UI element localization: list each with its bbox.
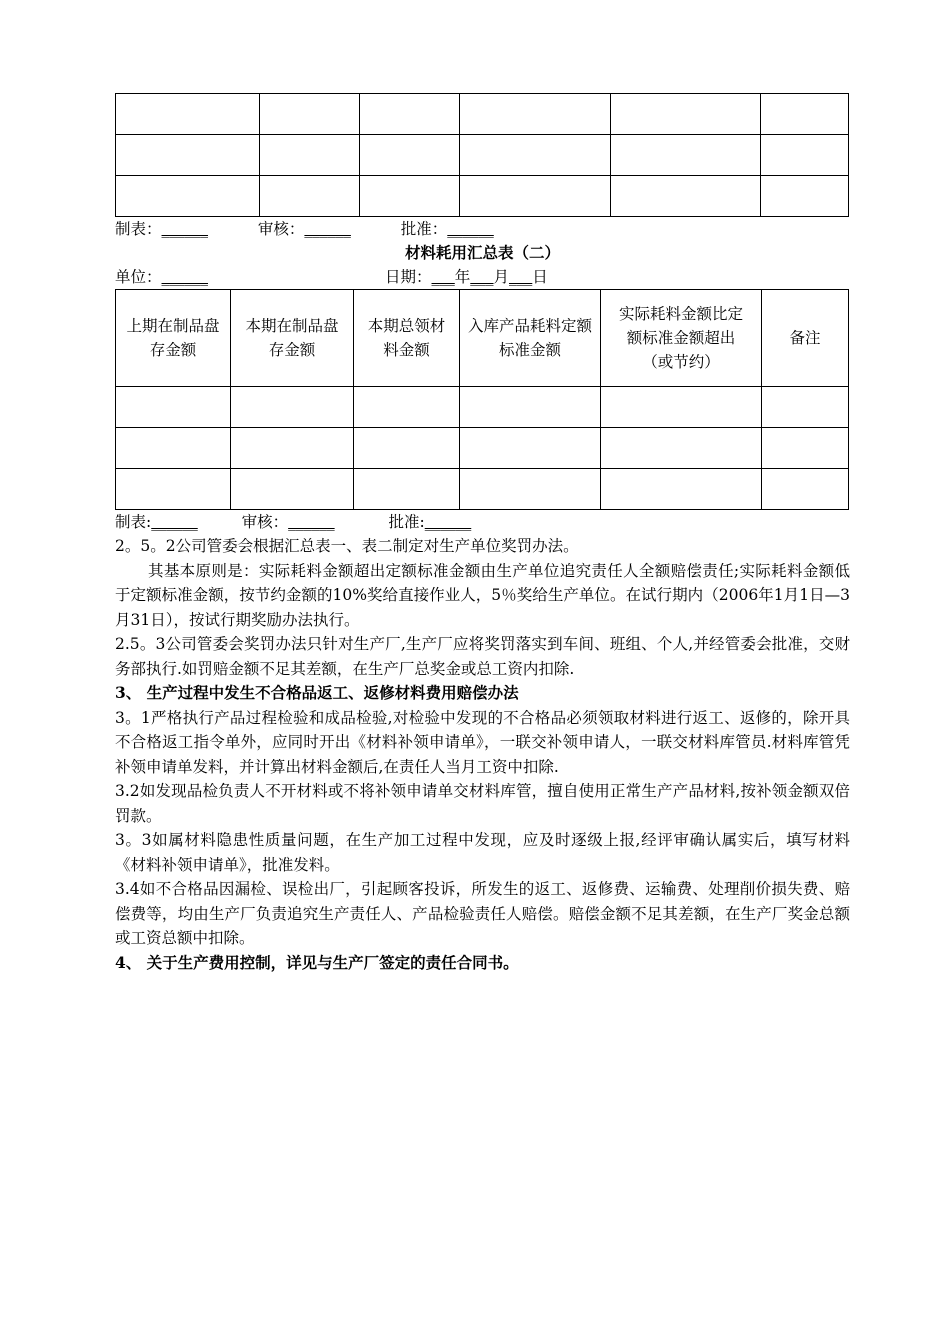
document-page — [115, 93, 850, 975]
table-row — [116, 176, 849, 217]
review-label: 审核： — [241, 513, 289, 531]
signature-line-2 — [115, 510, 850, 534]
table-cell[interactable] — [360, 94, 460, 135]
maker-label: 制表: — [115, 513, 152, 531]
month-blank[interactable]: ___ — [470, 268, 494, 286]
paragraph-2-5-2: 2。5。2公司管委会根据汇总表一、表二制定对生产单位奖罚办法。 — [115, 537, 579, 555]
table-row — [116, 469, 849, 510]
table-cell[interactable] — [116, 135, 260, 176]
table-cell[interactable] — [611, 94, 761, 135]
header-remarks: 备注 — [762, 290, 849, 387]
date-label: 日期： — [385, 268, 432, 286]
maker-blank[interactable]: ______ — [161, 220, 209, 238]
table-cell[interactable] — [611, 135, 761, 176]
table-row — [116, 387, 849, 428]
table-cell[interactable] — [762, 387, 849, 428]
day-label: 日 — [532, 268, 548, 286]
unit-date-line — [115, 265, 850, 289]
table-cell[interactable] — [460, 469, 601, 510]
table-cell[interactable] — [354, 428, 460, 469]
table-cell[interactable] — [601, 428, 762, 469]
table-cell[interactable] — [360, 176, 460, 217]
maker-label: 制表： — [115, 220, 162, 238]
table-cell[interactable] — [762, 428, 849, 469]
date-field — [385, 265, 548, 289]
approve-blank[interactable]: ______ — [424, 513, 472, 531]
header-over-saving: 实际耗料金额比定额标准金额超出（或节约） — [601, 290, 762, 387]
table-cell[interactable] — [360, 135, 460, 176]
table-row — [116, 94, 849, 135]
table-cell[interactable] — [460, 94, 611, 135]
year-label: 年 — [454, 268, 471, 286]
day-blank[interactable]: ___ — [509, 268, 533, 286]
table-cell[interactable] — [354, 469, 460, 510]
table-cell[interactable] — [231, 469, 354, 510]
paragraph-3-1: 3。1严格执行产品过程检验和成品检验,对检验中发现的不合格品必须领取材料进行返工、返修的，除开具不合格返工指令单外，应同时开出《材料补领申请单》，一联交补领申请人，一联交材料库管员.材料库管凭补领申请单发料，并计算出材料金额后,在责任人当月工资中扣除. — [115, 708, 850, 776]
table-cell[interactable] — [611, 176, 761, 217]
header-standard-amount: 入库产品耗料定额标准金额 — [460, 290, 601, 387]
paragraph-3-2: 3.2如发现品检负责人不开材料或不将补领申请单交材料库管，擅自使用正常生产产品材料,按补领金额双倍罚款。 — [115, 782, 850, 825]
table-cell[interactable] — [460, 135, 611, 176]
summary-table-1-continued — [115, 93, 849, 217]
table-cell[interactable] — [260, 94, 360, 135]
table-cell[interactable] — [116, 176, 260, 217]
section-3-heading: 3、 生产过程中发生不合格品返工、返修材料费用赔偿办法 — [115, 683, 519, 702]
table-cell[interactable] — [116, 387, 231, 428]
table-cell[interactable] — [761, 176, 849, 217]
paragraph-3-3: 3。3如属材料隐患性质量问题，在生产加工过程中发现，应及时逐级上报,经评审确认属实后，填写材料《材料补领申请单》，批准发料。 — [115, 831, 850, 874]
header-prev-wip: 上期在制品盘存金额 — [116, 290, 231, 387]
approve-blank[interactable]: ______ — [447, 220, 494, 238]
table-cell[interactable] — [354, 387, 460, 428]
table-cell[interactable] — [116, 428, 231, 469]
paragraph-3-4: 3.4如不合格品因漏检、误检出厂，引起顾客投诉，所发生的返工、返修费、运输费、处理削价损失费、赔偿费等，均由生产厂负责追究生产责任人、产品检验责任人赔偿。赔偿金额不足其差额，在生产厂奖金总额或工资总额中扣除。 — [115, 880, 850, 947]
table-header-row — [116, 290, 849, 387]
summary-table-2 — [115, 289, 849, 510]
unit-blank[interactable]: ______ — [161, 268, 209, 286]
table-cell[interactable] — [761, 94, 849, 135]
table-cell[interactable] — [231, 428, 354, 469]
maker-blank[interactable]: ______ — [151, 513, 198, 531]
review-blank[interactable]: ______ — [288, 513, 335, 531]
paragraph-principle: 其基本原则是：实际耗料金额超出定额标准金额由生产单位追究责任人全额赔偿责任;实际耗料金额低于定额标准金额，按节约金额的10%奖给直接作业人，5％奖给生产单位。在试行期内（2006年1月1日—3月31日），按试行期奖励办法执行。 — [115, 561, 850, 629]
signature-line-1 — [115, 217, 850, 241]
table-cell[interactable] — [231, 387, 354, 428]
table-row — [116, 428, 849, 469]
approve-label: 批准: — [388, 513, 425, 531]
table-cell[interactable] — [116, 469, 231, 510]
header-curr-wip: 本期在制品盘存金额 — [231, 290, 354, 387]
table-cell[interactable] — [601, 469, 762, 510]
table-cell[interactable] — [460, 176, 611, 217]
month-label: 月 — [493, 268, 510, 286]
section-4-heading: 4、 关于生产费用控制，详见与生产厂签定的责任合同书。 — [115, 952, 519, 972]
paragraph-2-5-3: 2.5。3公司管委会奖罚办法只针对生产厂,生产厂应将奖罚落实到车间、班组、个人,并经管委会批准，交财务部执行.如罚赔金额不足其差额，在生产厂总奖金或总工资内扣除. — [115, 635, 850, 678]
table-2-title: 材料耗用汇总表（二） — [404, 243, 560, 262]
table-cell[interactable] — [460, 387, 601, 428]
table-cell[interactable] — [260, 176, 360, 217]
table-cell[interactable] — [260, 135, 360, 176]
table-cell[interactable] — [761, 135, 849, 176]
header-total-material: 本期总领材料金额 — [354, 290, 460, 387]
approve-label: 批准： — [400, 220, 448, 238]
table-cell[interactable] — [601, 387, 762, 428]
review-label: 审核： — [257, 220, 305, 238]
table-row — [116, 135, 849, 176]
year-blank[interactable]: ___ — [431, 268, 455, 286]
table-cell[interactable] — [116, 94, 260, 135]
review-blank[interactable]: ______ — [304, 220, 351, 238]
table-cell[interactable] — [460, 428, 601, 469]
unit-label: 单位： — [115, 268, 162, 286]
table-cell[interactable] — [762, 469, 849, 510]
